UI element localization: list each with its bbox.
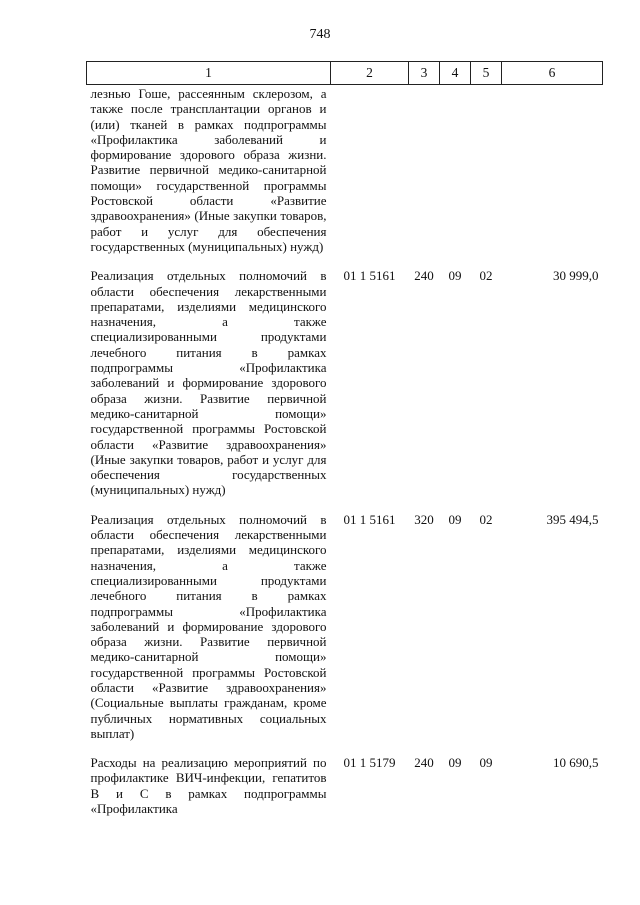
row-description: лезнью Гоше, рассеянным склерозом, а также после трансплантации органов и (или) тканей в рамках подпрограммы «Профилактика заболеваний и формирование здорового образа жизни. Развитие первичной медико-санитарной помощи» государственной программы Ростовской области «Развитие здравоохранения» (Иные закупки товаров, работ и услуг для обеспечения государственных (муниципальных) нужд) — [90, 86, 327, 254]
row-section — [440, 85, 471, 255]
column-header-5: 5 — [471, 62, 502, 85]
row-code: 01 1 5179 — [343, 755, 396, 771]
table-row — [87, 753, 603, 816]
row-amount: 30 999,0 — [553, 268, 599, 284]
row-type: 240 — [414, 268, 434, 284]
table-header — [87, 62, 603, 85]
row-code — [331, 85, 409, 255]
row-amount: 395 494,5 — [546, 511, 599, 527]
row-section: 09 — [448, 511, 462, 527]
table-row — [87, 510, 603, 741]
table-row — [87, 266, 603, 497]
row-amount — [502, 85, 603, 255]
column-header-3: 3 — [409, 62, 440, 85]
column-header-2: 2 — [331, 62, 409, 85]
column-header-6: 6 — [502, 62, 603, 85]
row-section: 09 — [448, 755, 462, 771]
row-section: 09 — [448, 268, 462, 284]
table-row — [87, 85, 603, 255]
column-header-1: 1 — [87, 62, 331, 85]
row-subsection: 09 — [479, 755, 493, 771]
row-description: Реализация отдельных полномочий в области обеспечения лекарственными препаратами, изделиями медицинского назначения, а также специализированными продуктами лечебного питания в рамках подпрограммы «Профилактика заболеваний и формирование здорового образа жизни. Развитие первичной медико-санитарной помощи» государственной программы Ростовской области «Развитие здравоохранения» (Социальные выплаты гражданам, кроме публичных нормативных социальных выплат) — [90, 511, 327, 741]
budget-table — [86, 61, 603, 816]
row-type: 240 — [414, 755, 434, 771]
row-subsection: 02 — [479, 268, 493, 284]
page-number: 748 — [309, 27, 331, 42]
row-description: Расходы на реализацию мероприятий по профилактике ВИЧ-инфекции, гепатитов В и С в рамках подпрограммы «Профилактика — [90, 755, 327, 817]
row-type — [409, 85, 440, 255]
row-description: Реализация отдельных полномочий в области обеспечения лекарственными препаратами, изделиями медицинского назначения, а также специализированными продуктами лечебного питания в рамках подпрограммы «Профилактика заболеваний и формирование здорового образа жизни. Развитие первичной медико-санитарной помощи» государственной программы Ростовской области «Развитие здравоохранения» (Иные закупки товаров, работ и услуг для обеспечения государственных (муниципальных) нужд) — [90, 268, 327, 498]
row-code: 01 1 5161 — [343, 511, 396, 527]
row-subsection: 02 — [479, 511, 493, 527]
column-header-4: 4 — [440, 62, 471, 85]
row-type: 320 — [414, 511, 434, 527]
row-code: 01 1 5161 — [343, 268, 396, 284]
row-amount: 10 690,5 — [553, 755, 599, 771]
row-subsection — [471, 85, 502, 255]
